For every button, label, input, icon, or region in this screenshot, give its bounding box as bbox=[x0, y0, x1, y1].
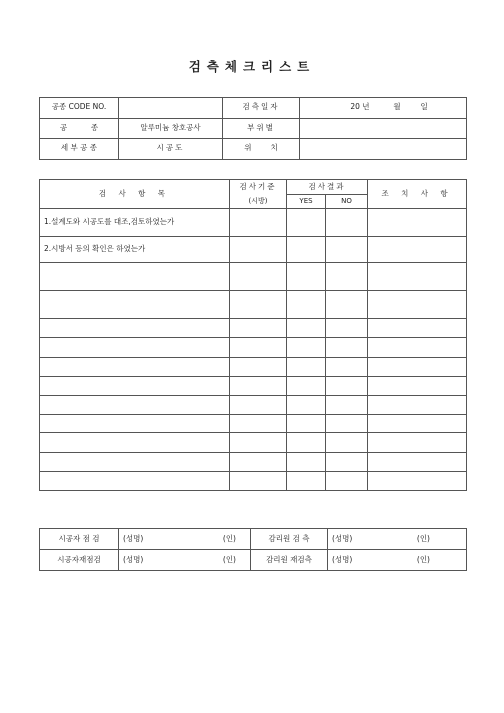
inspection-no-cell[interactable] bbox=[326, 263, 368, 291]
inspection-no-cell[interactable] bbox=[326, 453, 368, 472]
inspection-no-cell[interactable] bbox=[326, 237, 368, 263]
inspection-row bbox=[40, 453, 467, 472]
inspection-header-row-1 bbox=[40, 180, 467, 195]
inspection-standard-cell[interactable] bbox=[230, 319, 287, 338]
inspection-row bbox=[40, 338, 467, 358]
inspection-standard-cell[interactable] bbox=[230, 263, 287, 291]
inspection-yes-cell[interactable] bbox=[287, 377, 326, 396]
inspection-no-cell[interactable] bbox=[326, 291, 368, 319]
label-location: 위 치 bbox=[223, 139, 300, 160]
inspection-item-cell[interactable]: 2.시방서 등의 확인은 하였는가 bbox=[40, 237, 230, 263]
inspection-item-cell[interactable] bbox=[40, 319, 230, 338]
header-action: 조 치 사 항 bbox=[368, 180, 467, 209]
inspection-standard-cell[interactable] bbox=[230, 291, 287, 319]
inspection-yes-cell[interactable] bbox=[287, 396, 326, 415]
label-work-code: 공종 CODE NO. bbox=[40, 98, 119, 119]
label-contractor-check: 시공자 점 검 bbox=[40, 529, 119, 550]
label-supervisor-reinspection: 감리원 재검측 bbox=[251, 550, 328, 571]
header-info-table bbox=[39, 97, 467, 160]
inspection-yes-cell[interactable] bbox=[287, 472, 326, 491]
inspection-no-cell[interactable] bbox=[326, 396, 368, 415]
inspection-action-cell[interactable] bbox=[368, 415, 467, 433]
inspection-action-cell[interactable] bbox=[368, 396, 467, 415]
inspection-standard-cell[interactable] bbox=[230, 377, 287, 396]
header-no: NO bbox=[326, 195, 368, 209]
inspection-action-cell[interactable] bbox=[368, 209, 467, 237]
inspection-standard-cell[interactable] bbox=[230, 472, 287, 491]
part-field[interactable] bbox=[300, 118, 467, 139]
contractor-name-field[interactable]: (성명) bbox=[119, 529, 191, 550]
inspection-item-cell[interactable] bbox=[40, 358, 230, 377]
inspection-row bbox=[40, 472, 467, 491]
inspection-standard-cell[interactable] bbox=[230, 415, 287, 433]
inspection-yes-cell[interactable] bbox=[287, 237, 326, 263]
inspection-no-cell[interactable] bbox=[326, 433, 368, 453]
inspection-item-cell[interactable] bbox=[40, 338, 230, 358]
inspection-yes-cell[interactable] bbox=[287, 263, 326, 291]
inspection-no-cell[interactable] bbox=[326, 472, 368, 491]
supervisor-reinspection-seal-field[interactable]: (인) bbox=[390, 550, 467, 571]
inspection-row bbox=[40, 433, 467, 453]
inspection-yes-cell[interactable] bbox=[287, 358, 326, 377]
inspection-no-cell[interactable] bbox=[326, 338, 368, 358]
work-code-field[interactable] bbox=[119, 98, 223, 119]
page-title: 검측체크리스트 bbox=[188, 59, 316, 74]
date-day-field[interactable]: 일 bbox=[421, 98, 467, 119]
inspection-no-cell[interactable] bbox=[326, 377, 368, 396]
inspection-yes-cell[interactable] bbox=[287, 319, 326, 338]
label-inspection-date: 검측일자 bbox=[223, 98, 300, 119]
inspection-item-cell[interactable] bbox=[40, 263, 230, 291]
supervisor-reinspection-name-field[interactable]: (성명) bbox=[328, 550, 390, 571]
inspection-yes-cell[interactable] bbox=[287, 291, 326, 319]
inspection-row bbox=[40, 291, 467, 319]
label-part: 부위별 bbox=[223, 118, 300, 139]
inspection-item-cell[interactable] bbox=[40, 472, 230, 491]
inspection-item-cell[interactable] bbox=[40, 396, 230, 415]
inspection-standard-cell[interactable] bbox=[230, 237, 287, 263]
inspection-standard-cell[interactable] bbox=[230, 396, 287, 415]
supervisor-name-field[interactable]: (성명) bbox=[328, 529, 390, 550]
label-work-type: 공 종 bbox=[40, 118, 119, 139]
label-supervisor-inspection: 감리원 검 측 bbox=[251, 529, 328, 550]
label-detail-work: 세 부 공 종 bbox=[40, 139, 119, 160]
inspection-item-cell[interactable] bbox=[40, 291, 230, 319]
inspection-standard-cell[interactable] bbox=[230, 338, 287, 358]
inspection-action-cell[interactable] bbox=[368, 472, 467, 491]
inspection-no-cell[interactable] bbox=[326, 358, 368, 377]
inspection-item-cell[interactable] bbox=[40, 433, 230, 453]
inspection-row bbox=[40, 237, 467, 263]
inspection-row bbox=[40, 209, 467, 237]
inspection-no-cell[interactable] bbox=[326, 415, 368, 433]
date-month-field[interactable]: 월 bbox=[374, 98, 421, 119]
inspection-item-cell[interactable] bbox=[40, 377, 230, 396]
inspection-item-cell[interactable]: 1.설계도와 시공도를 대조,검토하였는가 bbox=[40, 209, 230, 237]
inspection-row bbox=[40, 319, 467, 338]
header-yes: YES bbox=[287, 195, 326, 209]
signature-table bbox=[39, 528, 467, 571]
label-contractor-recheck: 시공자재점검 bbox=[40, 550, 119, 571]
header-result: 검사결과 bbox=[287, 180, 368, 195]
header-row-code bbox=[40, 98, 467, 119]
inspection-table bbox=[39, 179, 467, 491]
inspection-no-cell[interactable] bbox=[326, 209, 368, 237]
inspection-action-cell[interactable] bbox=[368, 319, 467, 338]
inspection-standard-cell[interactable] bbox=[230, 209, 287, 237]
inspection-action-cell[interactable] bbox=[368, 338, 467, 358]
signature-row-1 bbox=[40, 529, 467, 550]
inspection-action-cell[interactable] bbox=[368, 291, 467, 319]
supervisor-seal-field[interactable]: (인) bbox=[390, 529, 467, 550]
inspection-no-cell[interactable] bbox=[326, 319, 368, 338]
inspection-standard-cell[interactable] bbox=[230, 433, 287, 453]
header-standard: 검사기준 bbox=[230, 180, 287, 195]
inspection-item-cell[interactable] bbox=[40, 415, 230, 433]
location-field[interactable] bbox=[300, 139, 467, 160]
detail-work-field[interactable]: 시공도 bbox=[119, 139, 223, 160]
header-row-detail bbox=[40, 139, 467, 160]
inspection-row bbox=[40, 415, 467, 433]
contractor-recheck-seal-field[interactable]: (인) bbox=[191, 550, 251, 571]
inspection-standard-cell[interactable] bbox=[230, 453, 287, 472]
header-row-work bbox=[40, 118, 467, 139]
inspection-row bbox=[40, 377, 467, 396]
work-type-field[interactable]: 알루미늄 창호공사 bbox=[119, 118, 223, 139]
inspection-yes-cell[interactable] bbox=[287, 209, 326, 237]
inspection-standard-cell[interactable] bbox=[230, 358, 287, 377]
inspection-row bbox=[40, 396, 467, 415]
inspection-action-cell[interactable] bbox=[368, 263, 467, 291]
inspection-action-cell[interactable] bbox=[368, 433, 467, 453]
inspection-yes-cell[interactable] bbox=[287, 338, 326, 358]
inspection-yes-cell[interactable] bbox=[287, 453, 326, 472]
inspection-yes-cell[interactable] bbox=[287, 433, 326, 453]
inspection-action-cell[interactable] bbox=[368, 358, 467, 377]
inspection-item-cell[interactable] bbox=[40, 453, 230, 472]
date-year-field[interactable]: 20 년 bbox=[300, 98, 374, 119]
inspection-action-cell[interactable] bbox=[368, 453, 467, 472]
inspection-action-cell[interactable] bbox=[368, 237, 467, 263]
inspection-row bbox=[40, 263, 467, 291]
inspection-yes-cell[interactable] bbox=[287, 415, 326, 433]
contractor-seal-field[interactable]: (인) bbox=[191, 529, 251, 550]
inspection-action-cell[interactable] bbox=[368, 377, 467, 396]
inspection-row bbox=[40, 358, 467, 377]
signature-row-2 bbox=[40, 550, 467, 571]
header-standard-sub: (시방) bbox=[230, 195, 287, 209]
header-inspection-item: 검 사 항 목 bbox=[40, 180, 230, 209]
contractor-recheck-name-field[interactable]: (성명) bbox=[119, 550, 191, 571]
